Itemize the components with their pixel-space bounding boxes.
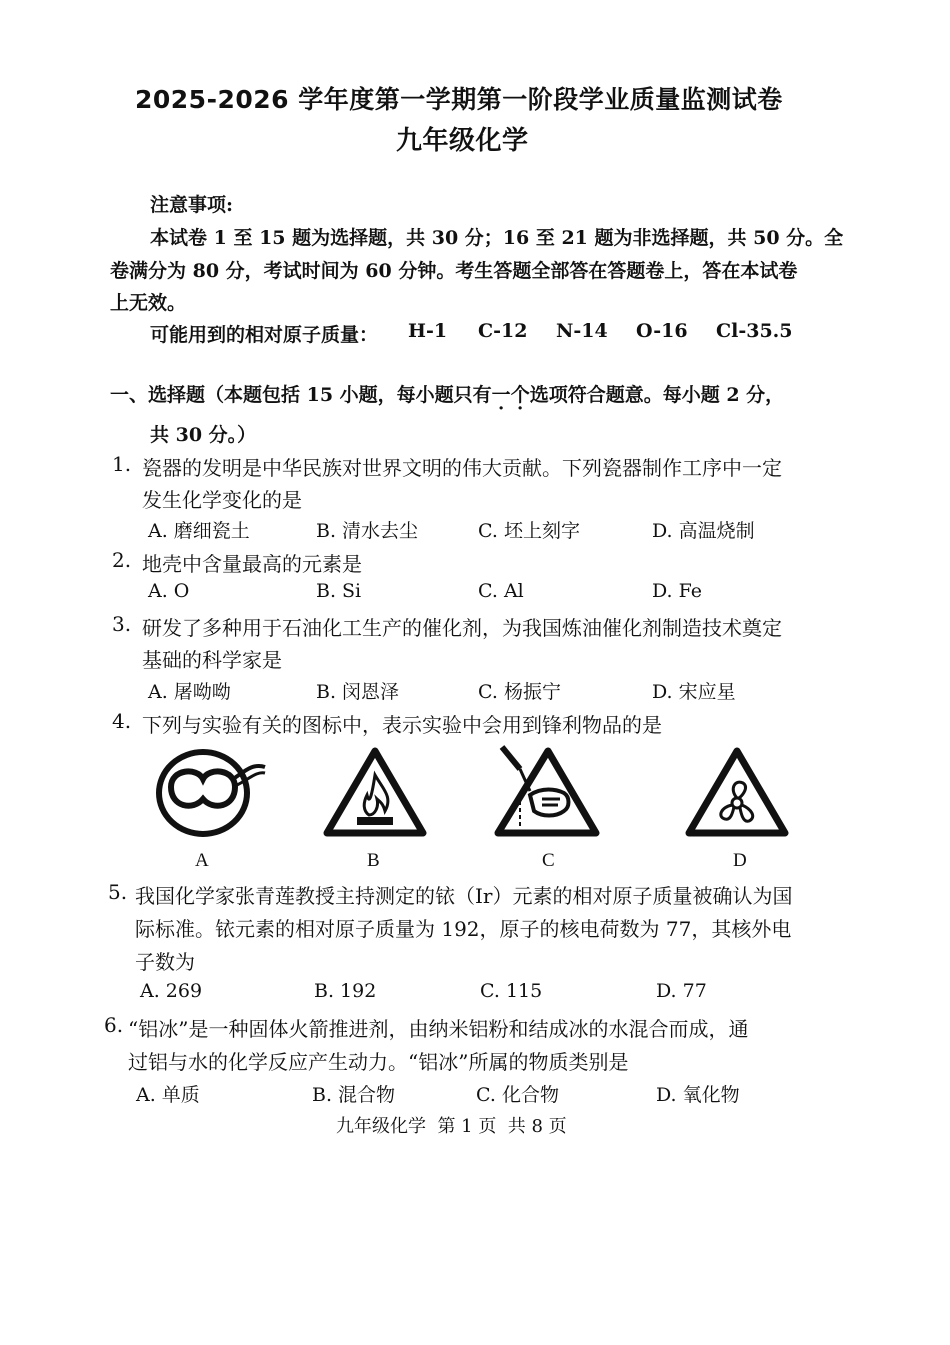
question-1-option-b: B. 清水去尘 — [316, 520, 419, 542]
question-1-text-2: 发生化学变化的是 — [142, 488, 302, 512]
question-1-text-1: 瓷器的发明是中华民族对世界文明的伟大贡献。下列瓷器制作工序中一定 — [142, 456, 782, 480]
question-3-text-1: 研发了多种用于石油化工生产的催化剂，为我国炼油催化剂制造技术奠定 — [142, 616, 782, 640]
question-1-number: 1. — [112, 452, 132, 476]
question-1-option-d: D. 高温烧制 — [652, 520, 755, 542]
notice-line-3: 上无效。 — [110, 292, 187, 314]
notice-line-1: 本试卷 1 至 15 题为选择题，共 30 分；16 至 21 题为非选择题，共 50 分。全 — [150, 227, 844, 249]
question-3-option-d: D. 宋应星 — [652, 681, 736, 703]
atomic-mass-n: N-14 — [556, 320, 608, 342]
question-4-number: 4. — [112, 709, 132, 733]
question-2-number: 2. — [112, 548, 132, 572]
question-1-option-a: A. 磨细瓷土 — [148, 520, 250, 542]
question-5-option-a: A. 269 — [140, 980, 203, 1002]
notice-heading: 注意事项: — [150, 194, 234, 216]
question-1-option-c: C. 坯上刻字 — [478, 520, 580, 542]
question-5-option-d: D. 77 — [656, 980, 707, 1002]
question-5-option-c: C. 115 — [480, 980, 543, 1002]
section-heading-line-2: 共 30 分。） — [150, 424, 257, 446]
question-3-option-c: C. 杨振宁 — [478, 681, 561, 703]
section-heading-part-b: 选项符合题意。每小题 2 分， — [529, 384, 785, 406]
question-2-option-a: A. O — [148, 580, 190, 602]
fan-ventilation-icon — [683, 745, 791, 840]
notice-line-2: 卷满分为 80 分，考试时间为 60 分钟。考生答题全部答在答题卷上，答在本试卷 — [110, 260, 798, 282]
section-heading-part-a: 一、选择题（本题包括 15 小题，每小题只有 — [110, 384, 492, 406]
atomic-mass-label: 可能用到的相对原子质量： — [150, 324, 379, 346]
goggles-icon — [153, 745, 269, 840]
atomic-mass-cl: Cl-35.5 — [716, 320, 793, 342]
question-3-option-b: B. 闵恩泽 — [316, 681, 400, 703]
page-footer: 九年级化学 第 1 页 共 8 页 — [336, 1116, 567, 1137]
emphasis-char: 一 — [491, 384, 511, 406]
question-5-option-b: B. 192 — [314, 980, 377, 1002]
question-6-option-c: C. 化合物 — [476, 1084, 559, 1106]
question-6-option-a: A. 单质 — [136, 1084, 200, 1106]
exam-title: 2025-2026 学年度第一学期第一阶段学业质量监测试卷 — [135, 85, 783, 114]
icon-label-c: C — [542, 850, 555, 871]
sharp-object-warning-icon — [490, 743, 602, 840]
question-3-option-a: A. 屠呦呦 — [148, 681, 231, 703]
question-3-text-2: 基础的科学家是 — [142, 648, 282, 672]
question-5-text-2: 际标准。铱元素的相对原子质量为 192，原子的核电荷数为 77，其核外电 — [135, 917, 792, 941]
atomic-mass-o: O-16 — [636, 320, 688, 342]
icon-label-a: A — [195, 850, 209, 871]
icon-label-d: D — [733, 850, 747, 871]
question-4-text-1: 下列与实验有关的图标中，表示实验中会用到锋利物品的是 — [142, 713, 662, 737]
icon-label-b: B — [367, 850, 380, 871]
section-heading — [110, 380, 784, 407]
question-2-option-b: B. Si — [316, 580, 362, 602]
question-2-option-c: C. Al — [478, 580, 524, 602]
question-2-text-1: 地壳中含量最高的元素是 — [142, 552, 362, 576]
question-3-number: 3. — [112, 612, 132, 636]
question-6-number: 6. — [104, 1013, 124, 1037]
exam-subtitle: 九年级化学 — [396, 126, 529, 156]
emphasis-char: 个 — [510, 384, 530, 406]
atomic-mass-h: H-1 — [408, 320, 448, 342]
atomic-mass-c: C-12 — [478, 320, 528, 342]
question-5-number: 5. — [108, 880, 128, 904]
question-6-text-1: “铝冰”是一种固体火箭推进剂，由纳米铝粉和结成冰的水混合而成，通 — [128, 1017, 749, 1041]
question-5-text-3: 子数为 — [135, 950, 195, 974]
question-6-text-2: 过铝与水的化学反应产生动力。“铝冰”所属的物质类别是 — [128, 1050, 629, 1074]
question-5-text-1: 我国化学家张青莲教授主持测定的铱（Ir）元素的相对原子质量被确认为国 — [135, 884, 793, 908]
flame-warning-icon — [321, 745, 429, 840]
question-6-option-b: B. 混合物 — [312, 1084, 396, 1106]
question-6-option-d: D. 氧化物 — [656, 1084, 740, 1106]
question-2-option-d: D. Fe — [652, 580, 703, 602]
